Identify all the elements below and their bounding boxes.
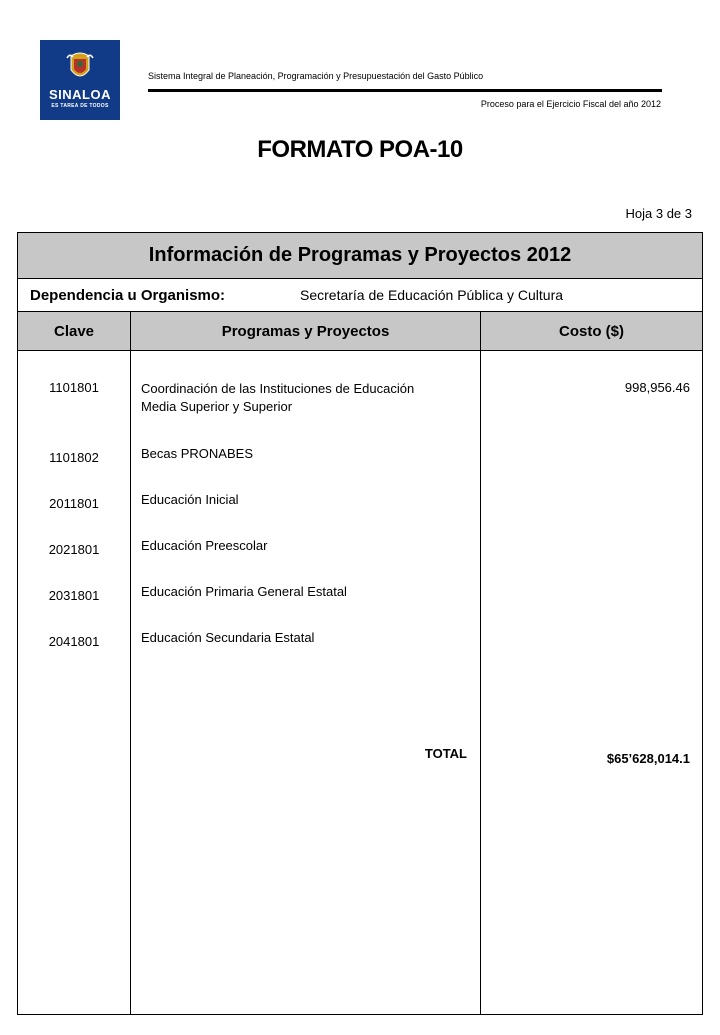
row-clave: 2041801 xyxy=(48,634,100,649)
dependency-row xyxy=(18,279,702,312)
sinaloa-logo xyxy=(40,40,120,120)
row-clave: 1101802 xyxy=(49,450,99,465)
logo-motto: ES TAREA DE TODOS xyxy=(51,103,109,109)
dependency-label: Dependencia u Organismo: xyxy=(30,287,226,304)
column-divider xyxy=(480,312,481,1014)
row-clave: 2021801 xyxy=(48,542,100,557)
programs-table xyxy=(17,232,703,1015)
process-text: Proceso para el Ejercicio Fiscal del año 2012 xyxy=(480,99,661,109)
row-clave: 2031801 xyxy=(48,588,100,603)
total-value: $65’628,014.1 xyxy=(606,751,690,766)
sheet-number: Hoja 3 de 3 xyxy=(625,206,692,221)
row-program: Coordinación de las Instituciones de Educación Media Superior y Superior xyxy=(141,381,415,414)
column-header-programs: Programas y Proyectos xyxy=(131,312,480,351)
row-program: Becas PRONABES xyxy=(141,446,253,461)
row-program: Educación Secundaria Estatal xyxy=(141,630,315,645)
total-label: TOTAL xyxy=(424,746,467,761)
row-program: Educación Preescolar xyxy=(141,538,268,553)
column-header-cost: Costo ($) xyxy=(481,312,702,351)
row-clave: 1101801 xyxy=(49,380,99,395)
header-divider xyxy=(148,89,662,92)
table-banner: Información de Programas y Proyectos 2012 xyxy=(18,233,702,279)
column-divider xyxy=(130,312,131,1014)
system-title: Sistema Integral de Planeación, Programación y Presupuestación del Gasto Público xyxy=(148,71,484,81)
format-title: FORMATO POA-10 xyxy=(257,136,463,163)
column-header-clave: Clave xyxy=(18,312,130,351)
coat-of-arms-icon xyxy=(65,50,95,84)
row-program: Educación Primaria General Estatal xyxy=(141,584,347,599)
logo-wordmark: SINALOA xyxy=(49,87,111,102)
dependency-value: Secretaría de Educación Pública y Cultura xyxy=(300,287,564,303)
row-cost: 998,956.46 xyxy=(624,380,690,395)
row-program: Educación Inicial xyxy=(141,492,239,507)
row-clave: 2011801 xyxy=(49,496,99,511)
